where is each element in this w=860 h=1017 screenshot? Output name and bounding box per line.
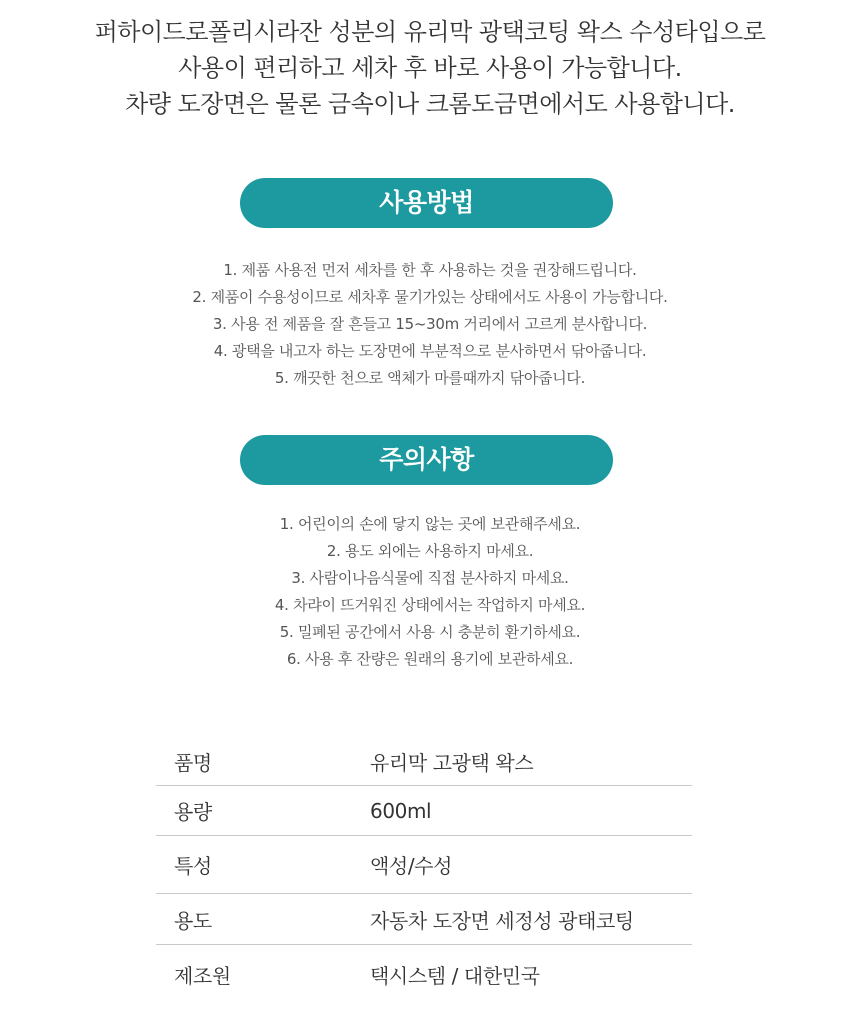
usage-section-title: 사용방법 [240,178,613,228]
intro-text [0,14,860,122]
spec-label: 특성 [156,836,370,894]
list-item: 3. 사람이나음식물에 직접 분사하지 마세요. [291,569,569,587]
spec-row-manufacturer [156,945,692,1004]
list-item: 4. 광택을 내고자 하는 도장면에 부분적으로 분사하면서 닦아줍니다. [213,342,647,360]
list-item: 5. 밀폐된 공간에서 사용 시 충분히 환기하세요. [279,623,581,641]
caution-section-title: 주의사항 [240,435,613,485]
spec-label: 용도 [156,894,370,945]
list-item: 3. 사용 전 제품을 잘 흔들고 15~30m 거리에서 고르게 분사합니다. [212,315,648,333]
intro-line: 차량 도장면은 물론 금속이나 크롬도금면에서도 사용합니다. [125,90,735,118]
list-item: 2. 제품이 수용성이므로 세차후 물기가있는 상태에서도 사용이 가능합니다. [192,288,668,306]
spec-label: 제조원 [174,963,231,988]
spec-label: 품명 [156,738,370,786]
spec-table [156,738,692,1003]
intro-line: 사용이 편리하고 세차 후 바로 사용이 가능합니다. [178,54,682,82]
spec-value: 택시스템 / 대한민국 [370,963,540,988]
caution-list [0,511,860,673]
spec-row-property [156,836,692,894]
list-item: 6. 사용 후 잔량은 원래의 용기에 보관하세요. [286,650,574,668]
spec-value: 액성/수성 [370,836,692,894]
spec-value: 자동차 도장면 세정성 광태코팅 [370,894,692,945]
spec-value: 600ml [370,786,692,836]
list-item: 5. 깨끗한 천으로 액체가 마를때까지 닦아줍니다. [274,369,586,387]
spec-row-capacity [156,786,692,836]
spec-label: 용량 [156,786,370,836]
usage-list [0,257,860,392]
list-item: 4. 차랴이 뜨거워진 상태에서는 작업하지 마세요. [274,596,586,614]
list-item: 1. 어린이의 손에 닿지 않는 곳에 보관해주세요. [279,515,581,533]
list-item: 1. 제품 사용전 먼저 세차를 한 후 사용하는 것을 권장해드립니다. [223,261,637,279]
intro-line: 퍼하이드로폴리시라잔 성분의 유리막 광택코팅 왁스 수성타입으로 [94,18,766,46]
spec-row-use [156,894,692,945]
list-item: 2. 용도 외에는 사용하지 마세요. [326,542,534,560]
spec-row-name [156,738,692,786]
spec-value: 유리막 고광택 왁스 [370,738,692,786]
